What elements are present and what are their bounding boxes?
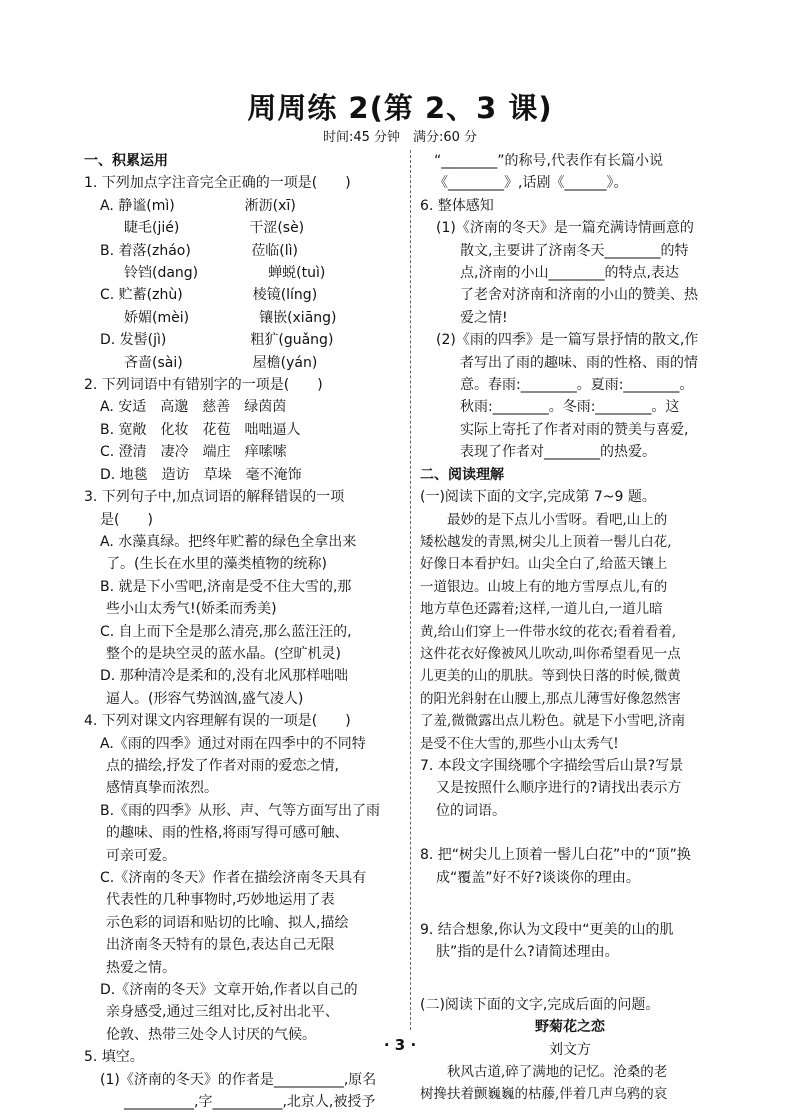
text-line: 睫毛(jié) 干涩(sè) bbox=[124, 220, 305, 237]
column-divider bbox=[410, 150, 411, 1030]
text-line: 位的词语。 bbox=[436, 802, 506, 819]
text-line: D. 地毯 造访 草垛 毫不淹饰 bbox=[100, 466, 302, 483]
text-line: 树搀扶着颤巍巍的枯藤,伴着几声乌鸦的哀 bbox=[420, 1086, 668, 1103]
text-line: 野菊花之恋 bbox=[535, 1019, 605, 1036]
text-line: 二、阅读理解 bbox=[420, 466, 504, 483]
text-line: 点,济南的小山________的特点,表达 bbox=[460, 265, 679, 282]
text-line: 吝啬(sài) 屋檐(yán) bbox=[124, 354, 318, 371]
text-line: D. 那种清冷是柔和的,没有北风那样咄咄 bbox=[100, 668, 349, 685]
text-line: 最妙的是下点儿小雪呀。看吧,山上的 bbox=[420, 511, 668, 528]
text-line: B. 宽敞 化妆 花苞 咄咄逼人 bbox=[100, 421, 301, 438]
text-line: 一道银边。山坡上有的地方雪厚点儿,有的 bbox=[420, 578, 668, 595]
left-column bbox=[84, 150, 402, 1113]
text-line: “________”的称号,代表作有长篇小说 bbox=[434, 153, 663, 169]
right-column bbox=[420, 150, 720, 1106]
text-line: 感情真挚而浓烈。 bbox=[106, 780, 218, 797]
text-line: 刘文方 bbox=[549, 1041, 591, 1058]
text-line: C.《济南的冬天》作者在描绘济南冬天具有 bbox=[100, 870, 367, 886]
text-line: 矮松越发的青黑,树尖儿上顶着一髻儿白花, bbox=[420, 533, 672, 550]
text-line: 点的描绘,抒发了作者对雨的爱恋之情, bbox=[106, 757, 339, 774]
text-line: 出济南冬天特有的景色,表达自己无限 bbox=[106, 937, 335, 954]
text-line: A.《雨的四季》通过对雨在四季中的不同特 bbox=[100, 735, 366, 752]
text-line: (一)阅读下面的文字,完成第 7~9 题。 bbox=[420, 489, 656, 506]
text-line: A. 静谧(mì) 淅沥(xī) bbox=[100, 197, 296, 214]
text-line: B. 就是下小雪吧,济南是受不住大雪的,那 bbox=[100, 578, 352, 595]
text-line: D. 发髻(jì) 粗犷(guǎng) bbox=[100, 332, 334, 349]
page-title: 周周练 2(第 2、3 课) bbox=[247, 91, 553, 125]
page-number: · 3 · bbox=[383, 1036, 417, 1054]
text-line: B.《雨的四季》从形、声、气等方面写出了雨 bbox=[100, 802, 381, 819]
text-line: 一、积累运用 bbox=[84, 153, 168, 169]
text-line: 9. 结合想象,你认为文段中“更美的山的肌 bbox=[420, 922, 674, 938]
text-line: 了。(生长在水里的藻类植物的统称) bbox=[106, 556, 327, 573]
text-line: 亲身感受,通过三组对比,反衬出北平、 bbox=[106, 1004, 339, 1021]
text-line: 3. 下列句子中,加点词语的解释错误的一项 bbox=[84, 489, 345, 506]
text-line: 铃铛(dang) 蝉蜕(tuì) bbox=[124, 265, 326, 282]
text-line: B. 着落(zháo) 莅临(lì) bbox=[100, 242, 298, 259]
text-line: 逼人。(形容气势汹汹,盛气凌人) bbox=[106, 690, 304, 707]
text-line: 这件花衣好像被风儿吹动,叫你希望看见一点 bbox=[420, 645, 681, 662]
text-line: 肤”指的是什么?请简述理由。 bbox=[436, 944, 619, 961]
answer-space bbox=[420, 964, 720, 986]
text-line: 代表性的几种事物时,巧妙地运用了表 bbox=[106, 892, 335, 909]
text-line: C. 贮蓄(zhù) 棱镜(líng) bbox=[100, 287, 318, 304]
text-line: (二)阅读下面的文字,完成后面的问题。 bbox=[420, 996, 660, 1013]
answer-space bbox=[420, 911, 720, 919]
text-line: 些小山太秀气!(娇柔而秀美) bbox=[106, 601, 277, 618]
text-line: (2)《雨的四季》是一篇写景抒情的散文,作 bbox=[436, 332, 699, 349]
text-line: 可亲可爱。 bbox=[106, 847, 176, 864]
text-line: 伦敦、热带三处令人讨厌的气候。 bbox=[106, 1026, 316, 1043]
text-line: 秋雨:________。冬雨:________。这 bbox=[460, 399, 680, 416]
text-line: 整个的是块空灵的蓝水晶。(空旷机灵) bbox=[106, 645, 341, 662]
text-line: 2. 下列词语中有错别字的一项是( ) bbox=[84, 377, 323, 394]
answer-space bbox=[420, 889, 720, 911]
text-line: C. 自上而下全是那么清亮,那么蓝汪汪的, bbox=[100, 623, 352, 640]
text-line: 散文,主要讲了济南冬天________的特 bbox=[460, 242, 689, 259]
text-line: 娇媚(mèi) 镶嵌(xiāng) bbox=[124, 309, 337, 326]
text-line: (1)《济南的冬天》的作者是__________,原名 bbox=[100, 1071, 377, 1088]
answer-space bbox=[420, 986, 720, 994]
text-line: 示色彩的词语和贴切的比喻、拟人,描绘 bbox=[106, 914, 349, 931]
text-line: 热爱之情。 bbox=[106, 959, 176, 976]
text-line: 爱之情! bbox=[460, 309, 508, 326]
text-line: 者写出了雨的趣味、雨的性格、雨的情 bbox=[460, 354, 698, 371]
answer-space bbox=[420, 822, 720, 844]
text-line: 秋风古道,碎了满地的记忆。沧桑的老 bbox=[420, 1064, 668, 1081]
text-line: 地方草色还露着;这样,一道儿白,一道儿暗 bbox=[420, 601, 663, 618]
text-line: 1. 下列加点字注音完全正确的一项是( ) bbox=[84, 175, 351, 192]
text-line: 是受不住大雪的,那些小山太秀气! bbox=[420, 735, 619, 752]
text-line: 的阳光斜射在山腰上,那点儿薄雪好像忽然害 bbox=[420, 690, 681, 707]
text-line: 好像日本看护妇。山尖全白了,给蓝天镶上 bbox=[420, 556, 668, 573]
text-line: C. 澄清 凄冷 端庄 痒嗦嗦 bbox=[100, 444, 287, 461]
text-line: 《________》,话剧《______》。 bbox=[434, 175, 628, 192]
text-line: A. 安适 高邈 慈善 绿茵茵 bbox=[100, 399, 287, 416]
text-line: 成“覆盖”好不好?谈谈你的理由。 bbox=[436, 869, 640, 886]
text-line: 的趣味、雨的性格,将雨写得可感可触、 bbox=[106, 825, 349, 842]
text-line: 儿更美的山的肌肤。等到快日落的时候,微黄 bbox=[420, 668, 681, 685]
text-line: 实际上寄托了作者对雨的赞美与喜爱, bbox=[460, 421, 689, 438]
text-line: 表现了作者对________的热爱。 bbox=[460, 444, 656, 461]
text-line: __________,字__________,北京人,被授予 bbox=[124, 1094, 376, 1111]
text-line: 是( ) bbox=[100, 511, 153, 528]
text-line: A. 水藻真绿。把终年贮蓄的绿色全拿出来 bbox=[100, 533, 357, 550]
text-line: (1)《济南的冬天》是一篇充满诗情画意的 bbox=[436, 220, 694, 237]
text-line: 7. 本段文字围绕哪个字描绘雪后山景?写景 bbox=[420, 757, 684, 774]
exam-meta: 时间:45 分钟 满分:60 分 bbox=[322, 130, 478, 145]
text-line: 了羞,微微露出点儿粉色。就是下小雪吧,济南 bbox=[420, 713, 686, 730]
text-line: 了老舍对济南和济南的小山的赞美、热 bbox=[460, 287, 698, 304]
text-line: 黄,给山们穿上一件带水纹的花衣;看着看着, bbox=[420, 623, 677, 640]
text-line: 4. 下列对课文内容理解有误的一项是( ) bbox=[84, 713, 351, 730]
text-line: 又是按照什么顺序进行的?请找出表示方 bbox=[436, 780, 682, 797]
text-line: 6. 整体感知 bbox=[420, 197, 494, 214]
text-line: 5. 填空。 bbox=[84, 1049, 144, 1066]
text-line: 8. 把“树尖儿上顶着一髻儿白花”中的“顶”换 bbox=[420, 847, 691, 864]
text-line: 意。春雨:________。夏雨:________。 bbox=[460, 377, 694, 394]
text-line: D.《济南的冬天》文章开始,作者以自己的 bbox=[100, 982, 358, 999]
